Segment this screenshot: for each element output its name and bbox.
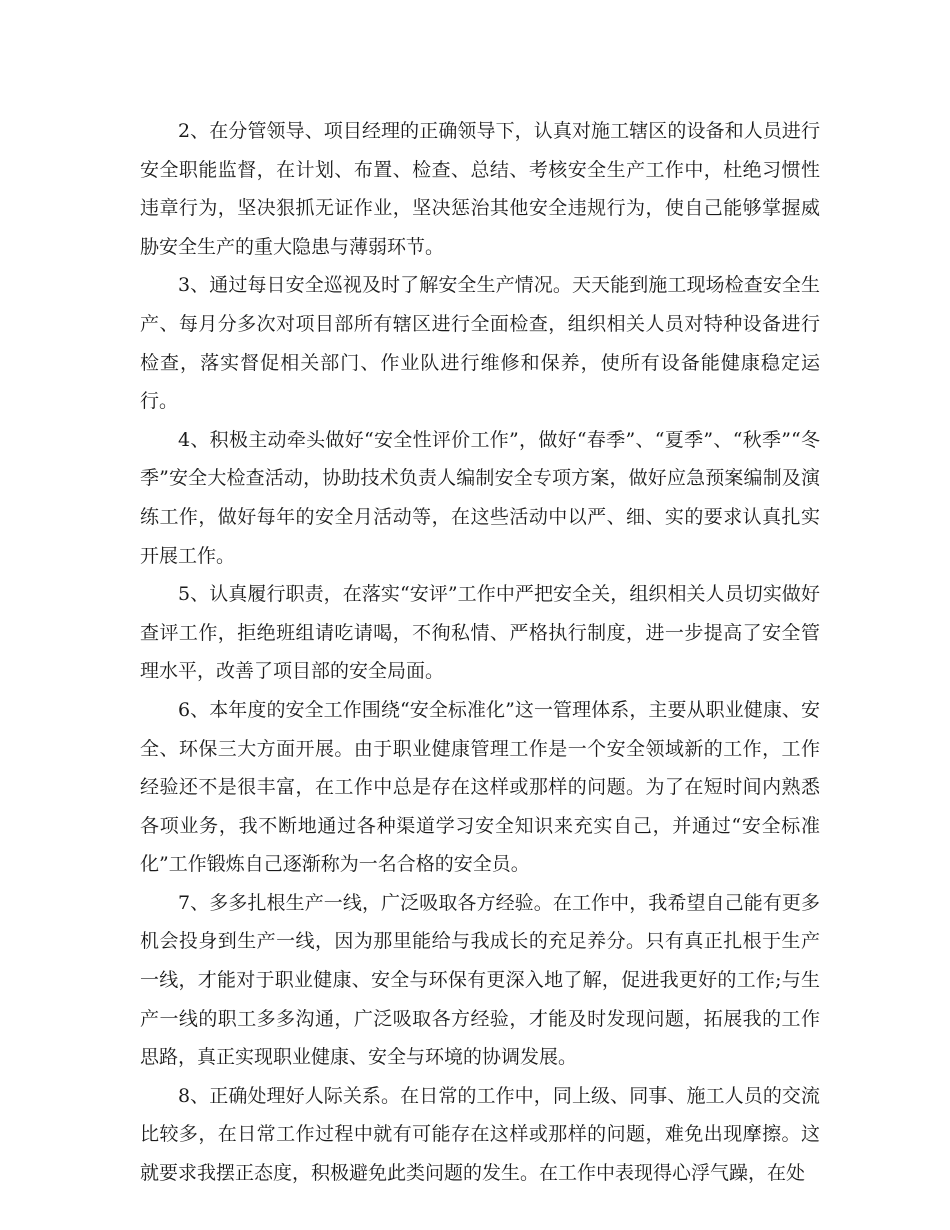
paragraph-item-2: 2、在分管领导、项目经理的正确领导下，认真对施工辖区的设备和人员进行安全职能监督，在计划、布置、检查、总结、考核安全生产工作中，杜绝习惯性违章行为，坚决狠抓无证作业，坚决惩治其他安全违规行为，使自己能够掌握威胁安全生产的重大隐患与薄弱环节。 <box>140 120 820 258</box>
paragraph-item-6: 6、本年度的安全工作围绕“安全标准化”这一管理体系，主要从职业健康、安全、环保三大方面开展。由于职业健康管理工作是一个安全领域新的工作，工作经验还不是很丰富，在工作中总是存在这样或那样的问题。为了在短时间内熟悉各项业务，我不断地通过各种渠道学习安全知识来充实自己，并通过“安全标准化”工作锻炼自己逐渐称为一名合格的安全员。 <box>140 698 820 876</box>
paragraph-item-5: 5、认真履行职责，在落实“安评”工作中严把安全关，组织相关人员切实做好查评工作，拒绝班组请吃请喝，不徇私情、严格执行制度，进一步提高了安全管理水平，改善了项目部的安全局面。 <box>140 583 820 683</box>
paragraph-item-7: 7、多多扎根生产一线，广泛吸取各方经验。在工作中，我希望自己能有更多机会投身到生产一线，因为那里能给与我成长的充足养分。只有真正扎根于生产一线，才能对于职业健康、安全与环保有更深入地了解，促进我更好的工作;与生产一线的职工多多沟通，广泛吸取各方经验，才能及时发现问题，拓展我的工作思路，真正实现职业健康、安全与环境的协调发展。 <box>140 891 820 1069</box>
document-page <box>140 112 820 1193</box>
paragraph-item-8: 8、正确处理好人际关系。在日常的工作中，同上级、同事、施工人员的交流比较多，在日常工作过程中就有可能存在这样或那样的问题，难免出现摩擦。这就要求我摆正态度，积极避免此类问题的发生。在工作中表现得心浮气躁，在处 <box>140 1084 820 1185</box>
paragraph-item-4: 4、积极主动牵头做好“安全性评价工作”，做好“春季”、“夏季”、“秋季”“冬季”安全大检查活动，协助技术负责人编制安全专项方案，做好应急预案编制及演练工作，做好每年的安全月活动等，在这些活动中以严、细、实的要求认真扎实开展工作。 <box>140 428 820 567</box>
paragraph-item-3: 3、通过每日安全巡视及时了解安全生产情况。天天能到施工现场检查安全生产、每月分多次对项目部所有辖区进行全面检查，组织相关人员对特种设备进行检查，落实督促相关部门、作业队进行维修和保养，使所有设备能健康稳定运行。 <box>140 274 820 413</box>
